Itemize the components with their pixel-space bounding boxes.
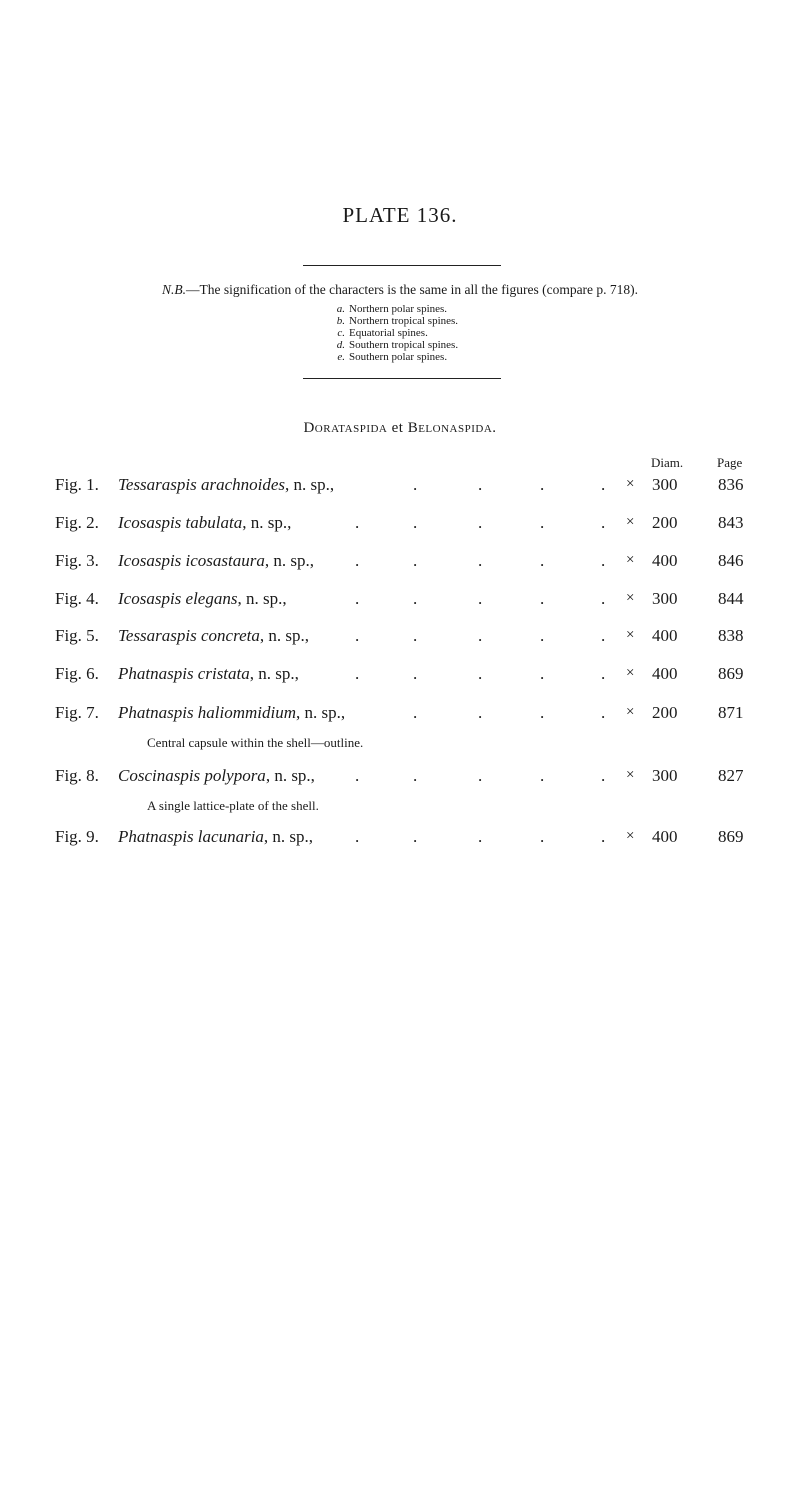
figure-row — [0, 551, 800, 575]
species-suffix: , n. sp., — [264, 551, 314, 570]
leader-dot: . — [413, 551, 418, 570]
note-text: —The signification of the characters is the same in all the figures (compare p. 718). — [185, 282, 639, 297]
figure-species — [118, 766, 315, 786]
magnification-sign: × — [626, 590, 635, 606]
magnification-value: 200 — [652, 703, 678, 722]
leader-dot: . — [413, 766, 418, 785]
figure-species — [118, 827, 313, 847]
leader-dot: . — [478, 475, 483, 494]
magnification-value: 300 — [652, 589, 678, 608]
legend-item — [333, 303, 458, 315]
legend-item — [333, 351, 458, 363]
leader-dot: . — [355, 513, 360, 532]
magnification-sign: × — [626, 828, 635, 844]
leader-dot: . — [540, 589, 545, 608]
leader-dot: . — [601, 703, 606, 722]
leader-dot: . — [601, 589, 606, 608]
magnification-value: 400 — [652, 551, 678, 570]
leader-dot: . — [601, 513, 606, 532]
species-name: Phatnaspis haliommidium — [118, 703, 297, 722]
legend-text: Northern polar spines. — [349, 303, 448, 315]
section-joiner: et — [391, 420, 404, 436]
figure-species — [118, 551, 314, 571]
species-name: Phatnaspis lacunaria — [118, 827, 264, 846]
leader-dot: . — [478, 664, 483, 683]
legend-text: Southern tropical spines. — [349, 339, 459, 351]
figure-number: Fig. 1. — [55, 475, 99, 494]
legend-letter: c. — [337, 327, 345, 339]
species-suffix: , n. sp., — [285, 475, 335, 494]
legend-text: Equatorial spines. — [349, 327, 428, 339]
magnification-value: 400 — [652, 827, 678, 846]
leader-dot: . — [413, 513, 418, 532]
page-reference: 827 — [718, 766, 744, 785]
leader-dot: . — [355, 551, 360, 570]
page-reference: 844 — [718, 589, 744, 608]
legend-item — [333, 315, 458, 327]
figure-species — [118, 664, 299, 684]
figure-number: Fig. 4. — [55, 589, 99, 608]
species-name: Coscinaspis polypora — [118, 766, 266, 785]
leader-dot: . — [413, 589, 418, 608]
top-divider — [303, 265, 501, 266]
leader-dot: . — [540, 626, 545, 645]
page-reference: 871 — [718, 703, 744, 722]
figure-species — [118, 513, 291, 533]
legend-letter: d. — [336, 339, 345, 351]
spine-legend — [333, 303, 458, 363]
figure-species — [118, 475, 334, 495]
leader-dot: . — [478, 703, 483, 722]
leader-dot: . — [601, 664, 606, 683]
section-part2: Belonaspida. — [407, 420, 497, 436]
figure-number: Fig. 3. — [55, 551, 99, 570]
leader-dot: . — [540, 703, 545, 722]
leader-dot: . — [540, 827, 545, 846]
figure-row — [0, 664, 800, 688]
leader-dot: . — [478, 827, 483, 846]
note-label: N.B. — [161, 282, 186, 297]
figure-row — [0, 766, 800, 790]
figure-species — [118, 626, 309, 646]
species-suffix: , n. sp., — [237, 589, 287, 608]
diam-column-header: Diam. — [651, 455, 684, 470]
plate-title: PLATE 136. — [342, 203, 458, 227]
species-suffix: , n. sp., — [265, 766, 315, 785]
leader-dot: . — [540, 551, 545, 570]
page-reference: 843 — [718, 513, 744, 532]
section-part1: Dorataspida — [303, 420, 388, 436]
figure-row — [0, 703, 800, 727]
magnification-sign: × — [626, 627, 635, 643]
page-column-header: Page — [717, 455, 743, 470]
leader-dot: . — [478, 589, 483, 608]
legend-text: Northern tropical spines. — [349, 315, 459, 327]
figure-row — [0, 513, 800, 537]
species-name: Tessaraspis arachnoides — [118, 475, 286, 494]
leader-dot: . — [355, 664, 360, 683]
species-suffix: , n. sp., — [263, 827, 314, 846]
leader-dot: . — [478, 513, 483, 532]
leader-dot: . — [601, 626, 606, 645]
note-line — [0, 282, 800, 298]
section-title — [0, 420, 800, 437]
legend-item — [333, 339, 458, 351]
leader-dot: . — [413, 664, 418, 683]
leader-dot: . — [478, 551, 483, 570]
magnification-value: 200 — [652, 513, 678, 532]
figure-number: Fig. 8. — [55, 766, 99, 785]
figure-caption: Central capsule within the shell—outline. — [147, 735, 364, 750]
species-name: Icosaspis icosastaura — [118, 551, 265, 570]
magnification-value: 400 — [652, 626, 678, 645]
magnification-sign: × — [626, 704, 635, 720]
figure-number: Fig. 7. — [55, 703, 99, 722]
species-name: Tessaraspis concreta — [118, 626, 260, 645]
magnification-sign: × — [626, 665, 635, 681]
figure-row — [0, 589, 800, 613]
magnification-value: 400 — [652, 664, 678, 683]
legend-letter: b. — [336, 315, 345, 327]
figure-row — [0, 475, 800, 499]
figure-caption: A single lattice-plate of the shell. — [147, 798, 319, 813]
leader-dot: . — [355, 766, 360, 785]
leader-dot: . — [355, 827, 360, 846]
leader-dot: . — [478, 626, 483, 645]
leader-dot: . — [540, 664, 545, 683]
species-name: Phatnaspis cristata — [118, 664, 250, 683]
leader-dot: . — [540, 513, 545, 532]
leader-dot: . — [601, 551, 606, 570]
magnification-value: 300 — [652, 475, 678, 494]
figure-number: Fig. 6. — [55, 664, 99, 683]
species-suffix: , n. sp., — [259, 626, 309, 645]
leader-dot: . — [540, 766, 545, 785]
leader-dot: . — [413, 626, 418, 645]
species-suffix: , n. sp., — [249, 664, 299, 683]
leader-dot: . — [413, 827, 418, 846]
page-reference: 846 — [718, 551, 744, 570]
species-name: Icosaspis tabulata — [118, 513, 243, 532]
magnification-value: 300 — [652, 766, 678, 785]
leader-dot: . — [413, 703, 418, 722]
figure-row — [0, 827, 800, 851]
figure-number: Fig. 5. — [55, 626, 99, 645]
leader-dot: . — [540, 475, 545, 494]
bottom-divider — [303, 378, 501, 379]
magnification-sign: × — [626, 767, 635, 783]
page-reference: 838 — [718, 626, 744, 645]
species-suffix: , n. sp., — [242, 513, 292, 532]
leader-dot: . — [478, 766, 483, 785]
species-suffix: , n. sp., — [296, 703, 346, 722]
leader-dot: . — [601, 475, 606, 494]
legend-letter: e. — [337, 351, 345, 363]
leader-dot: . — [601, 827, 606, 846]
leader-dot: . — [355, 626, 360, 645]
page-reference: 869 — [718, 827, 744, 846]
leader-dot: . — [413, 475, 418, 494]
figure-row — [0, 626, 800, 650]
magnification-sign: × — [626, 476, 635, 492]
leader-dot: . — [601, 766, 606, 785]
legend-letter: a. — [336, 303, 345, 315]
magnification-sign: × — [626, 552, 635, 568]
figure-number: Fig. 9. — [55, 827, 99, 846]
figure-number: Fig. 2. — [55, 513, 99, 532]
leader-dot: . — [355, 589, 360, 608]
legend-text: Southern polar spines. — [349, 351, 448, 363]
page-reference: 869 — [718, 664, 744, 683]
figure-species — [118, 589, 287, 609]
magnification-sign: × — [626, 514, 635, 530]
figure-species — [118, 703, 345, 723]
legend-item — [333, 327, 458, 339]
species-name: Icosaspis elegans — [118, 589, 238, 608]
page-reference: 836 — [718, 475, 744, 494]
